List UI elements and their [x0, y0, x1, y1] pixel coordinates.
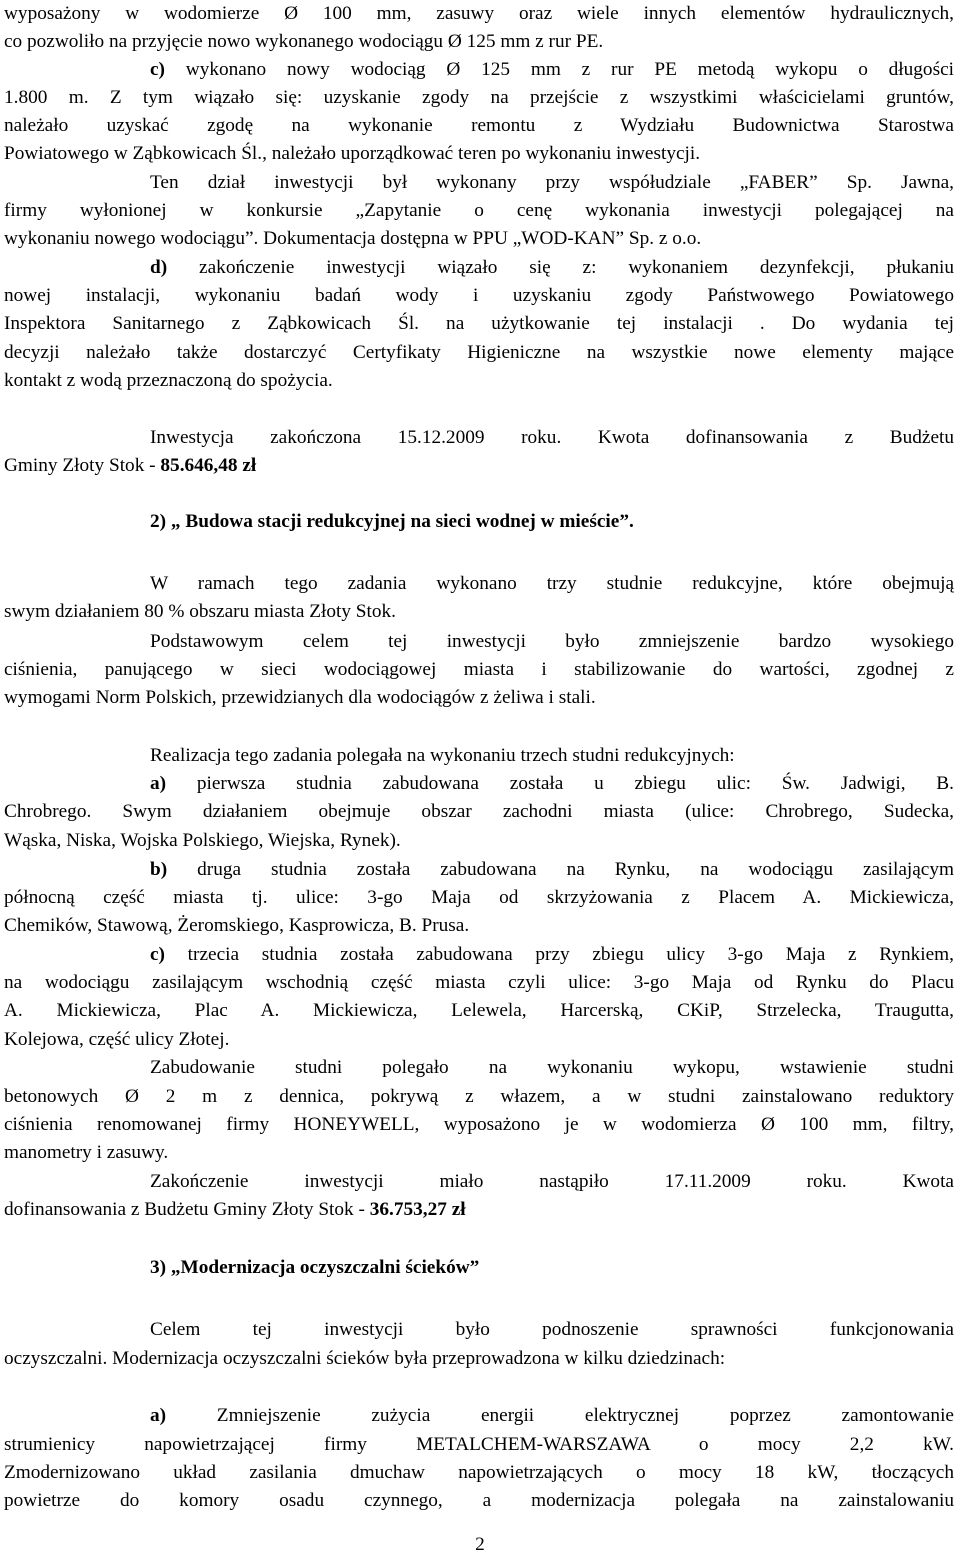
text-line: druga studnia została zabudowana na Rynku, na wodociągu zasilającym [167, 859, 954, 880]
list-item-a [150, 1402, 954, 1429]
text-line: Zmodernizowano układ zasilania dmuchaw napowietrzających o mocy 18 kW, tłoczących [4, 1462, 954, 1483]
text-line: co pozwoliło na przyjęcie nowo wykonanego wodociągu Ø 125 mm z rur PE. [4, 31, 604, 52]
funding-line [4, 1196, 954, 1223]
text-line: Inwestycja zakończona 15.12.2009 roku. Kwota dofinansowania z Budżetu [150, 427, 954, 448]
text-line: Ten dział inwestycji był wykonany przy współudziale „FABER” Sp. Jawna, [150, 172, 954, 193]
text-line: strumienicy napowietrzającej firmy METALCHEM-WARSZAWA o mocy 2,2 kW. [4, 1434, 954, 1455]
text-line: Kolejowa, część ulicy Złotej. [4, 1029, 230, 1050]
text-line: trzecia studnia została zabudowana przy zbiegu ulicy 3-go Maja z Rynkiem, [164, 944, 954, 965]
section-heading-3: 3) „Modernizacja oczyszczalni ścieków” [150, 1257, 480, 1278]
text-line: ciśnienia renomowanej firmy HONEYWELL, wyposażono je w wodomierza Ø 100 mm, filtry, [4, 1114, 954, 1135]
text-line: Chemików, Stawową, Żeromskiego, Kasprowicza, B. Prusa. [4, 915, 470, 936]
text-line: zakończenie inwestycji wiązało się z: wykonaniem dezynfekcji, płukaniu [167, 257, 954, 278]
text-line: W ramach tego zadania wykonano trzy studnie redukcyjne, które obejmują [150, 573, 954, 594]
text-line: pierwsza studnia zabudowana została u zbiegu ulic: Św. Jadwigi, B. [166, 773, 954, 794]
text-line: swym działaniem 80 % obszaru miasta Złoty Stok. [4, 601, 396, 622]
text-line: wykonano nowy wodociąg Ø 125 mm z rur PE metodą wykopu o długości [164, 59, 954, 80]
text-line: Wąska, Niska, Wojska Polskiego, Wiejska, Rynek). [4, 830, 401, 851]
funding-amount: 36.753,27 zł [369, 1199, 466, 1220]
list-item-c [150, 56, 954, 83]
list-marker: b) [150, 859, 168, 880]
list-item-b [150, 856, 954, 883]
text-line: dofinansowania z Budżetu Gminy Złoty Stok - [4, 1199, 370, 1220]
text-line: należało uzyskać zgodę na wykonanie remontu z Wydziału Budownictwa Starostwa [4, 115, 954, 136]
text-line: Gminy Złoty Stok - [4, 455, 161, 476]
text-line: na wodociągu zasilającym wschodnią część miasta czyli ulice: 3-go Maja od Rynku do Placu [4, 972, 954, 993]
list-marker: a) [150, 1405, 167, 1426]
list-item-c [150, 941, 954, 968]
list-marker: a) [150, 773, 167, 794]
text-line: wyposażony w wodomierze Ø 100 mm, zasuwy oraz wiele innych elementów hydraulicznych, [4, 3, 954, 24]
text-line: powietrze do komory osadu czynnego, a modernizacja polegała na zainstalowaniu [4, 1490, 954, 1511]
text-line: betonowych Ø 2 m z dennica, pokrywą z włazem, a w studni zainstalowano reduktory [4, 1086, 954, 1107]
text-line: Zakończenie inwestycji miało nastąpiło 17.11.2009 roku. Kwota [150, 1171, 954, 1192]
text-line: Zmniejszenie zużycia energii elektrycznej poprzez zamontowanie [166, 1405, 954, 1426]
text-line: Podstawowym celem tej inwestycji było zmniejszenie bardzo wysokiego [150, 631, 954, 652]
text-line: A. Mickiewicza, Plac A. Mickiewicza, Lelewela, Harcerską, CKiP, Strzelecka, Traugutta, [4, 1000, 954, 1021]
text-line: Chrobrego. Swym działaniem obejmuje obszar zachodni miasta (ulice: Chrobrego, Sudecka, [4, 801, 954, 822]
text-line: Inspektora Sanitarnego z Ząbkowicach Śl. na użytkowanie tej instalacji . Do wydania tej [4, 313, 954, 334]
text-line: oczyszczalni. Modernizacja oczyszczalni ścieków była przeprowadzona w kilku dziedzinach: [4, 1348, 726, 1369]
list-item-d [150, 254, 954, 281]
text-line: 1.800 m. Z tym wiązało się: uzyskanie zgody na przejście z wszystkimi właścicielami gruntów, [4, 87, 954, 108]
section-heading-2: 2) „ Budowa stacji redukcyjnej na sieci wodnej w mieście”. [150, 511, 634, 532]
text-line: ciśnienia, panującego w sieci wodociągowej miasta i stabilizowanie do wartości, zgodnej z [4, 659, 954, 680]
text-line: firmy wyłonionej w konkursie „Zapytanie o cenę wykonania inwestycji polegającej na [4, 200, 954, 221]
text-line: wykonaniu nowego wodociągu”. Dokumentacja dostępna w PPU „WOD-KAN” Sp. z o.o. [4, 228, 702, 249]
text-line: manometry i zasuwy. [4, 1142, 169, 1163]
text-line: Realizacja tego zadania polegała na wykonaniu trzech studni redukcyjnych: [150, 745, 735, 766]
text-line: decyzji należało także dostarczyć Certyfikaty Higieniczne na wszystkie nowe elementy mające [4, 342, 954, 363]
text-line: Powiatowego w Ząbkowicach Śl., należało uporządkować teren po wykonaniu inwestycji. [4, 143, 701, 164]
text-line: kontakt z wodą przeznaczoną do spożycia. [4, 370, 333, 391]
text-line: Celem tej inwestycji było podnoszenie sprawności funkcjonowania [150, 1319, 954, 1340]
list-marker: c) [150, 59, 165, 80]
text-line: wymogami Norm Polskich, przewidzianych dla wodociągów z żeliwa i stali. [4, 687, 596, 708]
funding-line [4, 452, 954, 479]
list-marker: d) [150, 257, 168, 278]
funding-amount: 85.646,48 zł [160, 455, 257, 476]
list-item-a [150, 770, 954, 797]
text-line: nowej instalacji, wykonaniu badań wody i uzyskaniu zgody Państwowego Powiatowego [4, 285, 954, 306]
list-marker: c) [150, 944, 165, 965]
text-line: Zabudowanie studni polegało na wykonaniu wykopu, wstawienie studni [150, 1057, 954, 1078]
page-number: 2 [475, 1534, 485, 1555]
text-line: północną część miasta tj. ulice: 3-go Maja od skrzyżowania z Placem A. Mickiewicza, [4, 887, 954, 908]
